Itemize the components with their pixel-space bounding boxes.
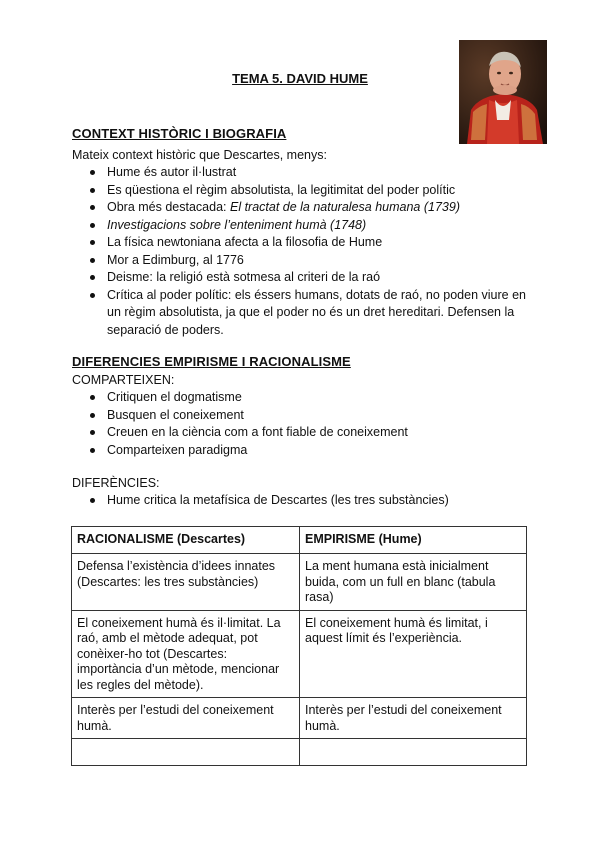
list-item: Crítica al poder polític: els éssers humans, dotats de raó, no poden viure en un règim absolutista, ja que el poder no és un dret hereditari. Defensen la separació de poders. xyxy=(72,287,532,340)
list-item: Hume critica la metafísica de Descartes (les tres substàncies) xyxy=(72,492,532,510)
differences-label: DIFERÈNCIES: xyxy=(72,476,160,490)
hume-portrait-icon xyxy=(459,40,547,144)
table-cell xyxy=(300,739,527,766)
table-row xyxy=(72,610,527,698)
table-cell: Defensa l’existència d’idees innates (Descartes: les tres substàncies) xyxy=(72,554,300,611)
context-list xyxy=(72,164,532,339)
table-header-cell: RACIONALISME (Descartes) xyxy=(72,527,300,554)
shared-label: COMPARTEIXEN: xyxy=(72,373,175,387)
list-item: Busquen el coneixement xyxy=(72,407,532,425)
table-cell: Interès per l’estudi del coneixement humà. xyxy=(72,698,300,739)
table-cell xyxy=(72,739,300,766)
comparison-table xyxy=(71,526,527,766)
page-title: TEMA 5. DAVID HUME xyxy=(232,71,368,86)
table-cell: Interès per l’estudi del coneixement humà. xyxy=(300,698,527,739)
differences-list xyxy=(72,492,532,510)
list-item: Investigacions sobre l’enteniment humà (1748) xyxy=(72,217,532,235)
list-item: Es qüestiona el règim absolutista, la legitimitat del poder polític xyxy=(72,182,532,200)
table-row xyxy=(72,739,527,766)
table-row xyxy=(72,554,527,611)
table-cell: El coneixement humà és il·limitat. La raó, amb el mètode adequat, pot conèixer-ho tot (Descartes: importància d’un mètode, mencionar les regles del mètode). xyxy=(72,610,300,698)
list-item: Critiquen el dogmatisme xyxy=(72,389,532,407)
list-item: Comparteixen paradigma xyxy=(72,442,532,460)
list-item: Obra més destacada: El tractat de la naturalesa humana (1739) xyxy=(72,199,532,217)
section-heading-differences: DIFERENCIES EMPIRISME I RACIONALISME xyxy=(72,354,351,369)
list-item: Mor a Edimburg, al 1776 xyxy=(72,252,532,270)
list-item: La física newtoniana afecta a la filosofia de Hume xyxy=(72,234,532,252)
section-heading-context: CONTEXT HISTÒRIC I BIOGRAFIA xyxy=(72,126,287,141)
list-item: Creuen en la ciència com a font fiable de coneixement xyxy=(72,424,532,442)
shared-list xyxy=(72,389,532,459)
table-header-row xyxy=(72,527,527,554)
portrait-image xyxy=(459,40,547,144)
table-row xyxy=(72,698,527,739)
table-header-cell: EMPIRISME (Hume) xyxy=(300,527,527,554)
table-cell: La ment humana està inicialment buida, com un full en blanc (tabula rasa) xyxy=(300,554,527,611)
list-item: Deisme: la religió està sotmesa al criteri de la raó xyxy=(72,269,532,287)
list-item: Hume és autor il·lustrat xyxy=(72,164,532,182)
context-intro: Mateix context històric que Descartes, menys: xyxy=(72,148,327,162)
table-cell: El coneixement humà és limitat, i aquest límit és l’experiència. xyxy=(300,610,527,698)
